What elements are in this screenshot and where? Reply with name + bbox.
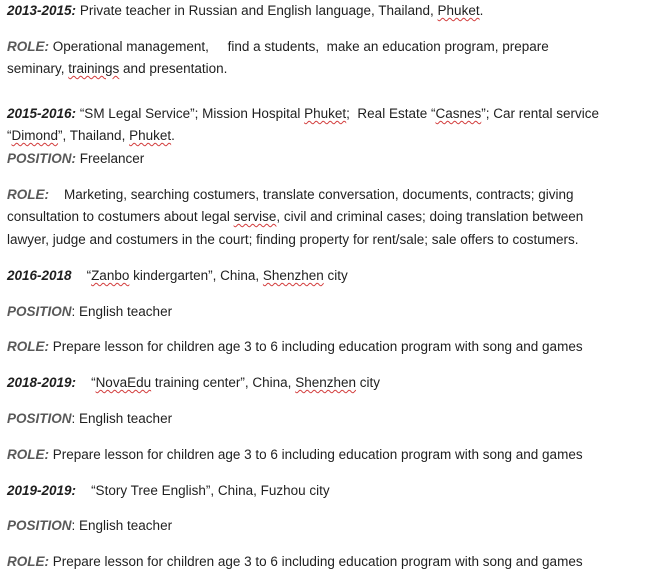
entry-2015-role-line-1 [7,186,574,204]
entry-text: Private teacher in Russian and English language, Thailand, [76,3,438,18]
entry-2015-role-line-3 [7,231,579,249]
entry-text: city [323,268,348,283]
entry-2019-heading [7,482,330,500]
entry-2018-role [7,446,583,464]
entry-2016-heading [7,267,348,285]
role-text: lawyer, judge and costumers in the court; finding property for rent/sale; sale offers to costumers. [7,232,579,247]
role-label: ROLE: [7,187,49,202]
entry-text: . [479,3,484,18]
entry-text: ”; Car rental service [481,106,600,121]
position-text: : English teacher [71,411,173,426]
misspelled-word: NovaEdu [95,375,152,390]
entry-text: “ [71,268,92,283]
entry-date: 2016-2018 [7,268,72,283]
entry-2019-position [7,517,172,535]
misspelled-word: Zanbo [91,268,130,283]
misspelled-word: servise [233,209,277,224]
role-text: Prepare lesson for children age 3 to 6 including education program with song and games [49,554,583,569]
entry-date: 2015-2016: [7,106,77,121]
role-text: Operational management, find a students, make an education program, prepare [49,39,549,54]
role-label: ROLE: [7,339,49,354]
position-label: POSITION [7,304,72,319]
entry-text: city [356,375,381,390]
entry-2015-heading [7,105,599,123]
role-text: and presentation. [119,61,228,76]
position-text: : English teacher [71,518,173,533]
entry-text: “ [76,375,96,390]
entry-text: “SM Legal Service”; Mission Hospital [76,106,305,121]
misspelled-word: Phuket [437,3,480,18]
entry-text: “Story Tree English”, China, Fuzhou city [76,483,330,498]
misspelled-word: Shenzhen [295,375,356,390]
entry-2018-heading [7,374,380,392]
misspelled-word: Dimond [11,128,59,143]
position-label: POSITION [7,411,72,426]
position-label: POSITION: [7,151,77,166]
misspelled-word: Casnes [435,106,482,121]
entry-2018-position [7,410,172,428]
entry-2015-position [7,150,144,168]
entry-text: . [171,128,175,143]
entry-2016-position [7,303,172,321]
role-label: ROLE: [7,447,49,462]
misspelled-word: trainings [68,61,120,76]
entry-2013-role-line-2 [7,60,227,78]
entry-date: 2018-2019: [7,375,77,390]
entry-text: “ [7,128,12,143]
role-text: seminary, [7,61,69,76]
entry-text: training center”, China, [151,375,296,390]
entry-2013-role-line-1 [7,38,549,56]
misspelled-word: Phuket [304,106,347,121]
role-label: ROLE: [7,39,49,54]
role-text: Prepare lesson for children age 3 to 6 including education program with song and games [49,339,583,354]
entry-2016-role [7,338,583,356]
position-label: POSITION [7,518,72,533]
entry-2015-role-line-2 [7,208,583,226]
entry-date: 2013-2015: [7,3,77,18]
role-text: Marketing, searching costumers, translate conversation, documents, contracts; giving [49,187,574,202]
role-text: Prepare lesson for children age 3 to 6 including education program with song and games [49,447,583,462]
position-text: Freelancer [76,151,145,166]
position-text: : English teacher [71,304,173,319]
role-text: consultation to costumers about legal [7,209,234,224]
misspelled-word: Phuket [129,128,172,143]
entry-text: ”, Thailand, [58,128,130,143]
entry-2013-heading [7,2,483,20]
role-label: ROLE: [7,554,49,569]
entry-date: 2019-2019: [7,483,77,498]
misspelled-word: Shenzhen [262,268,324,283]
entry-2019-role [7,553,583,571]
role-text: , civil and criminal cases; doing translation between [276,209,584,224]
entry-2015-heading-line-2 [7,127,175,145]
entry-text: kindergarten”, China, [129,268,263,283]
entry-text: ; Real Estate “ [346,106,436,121]
